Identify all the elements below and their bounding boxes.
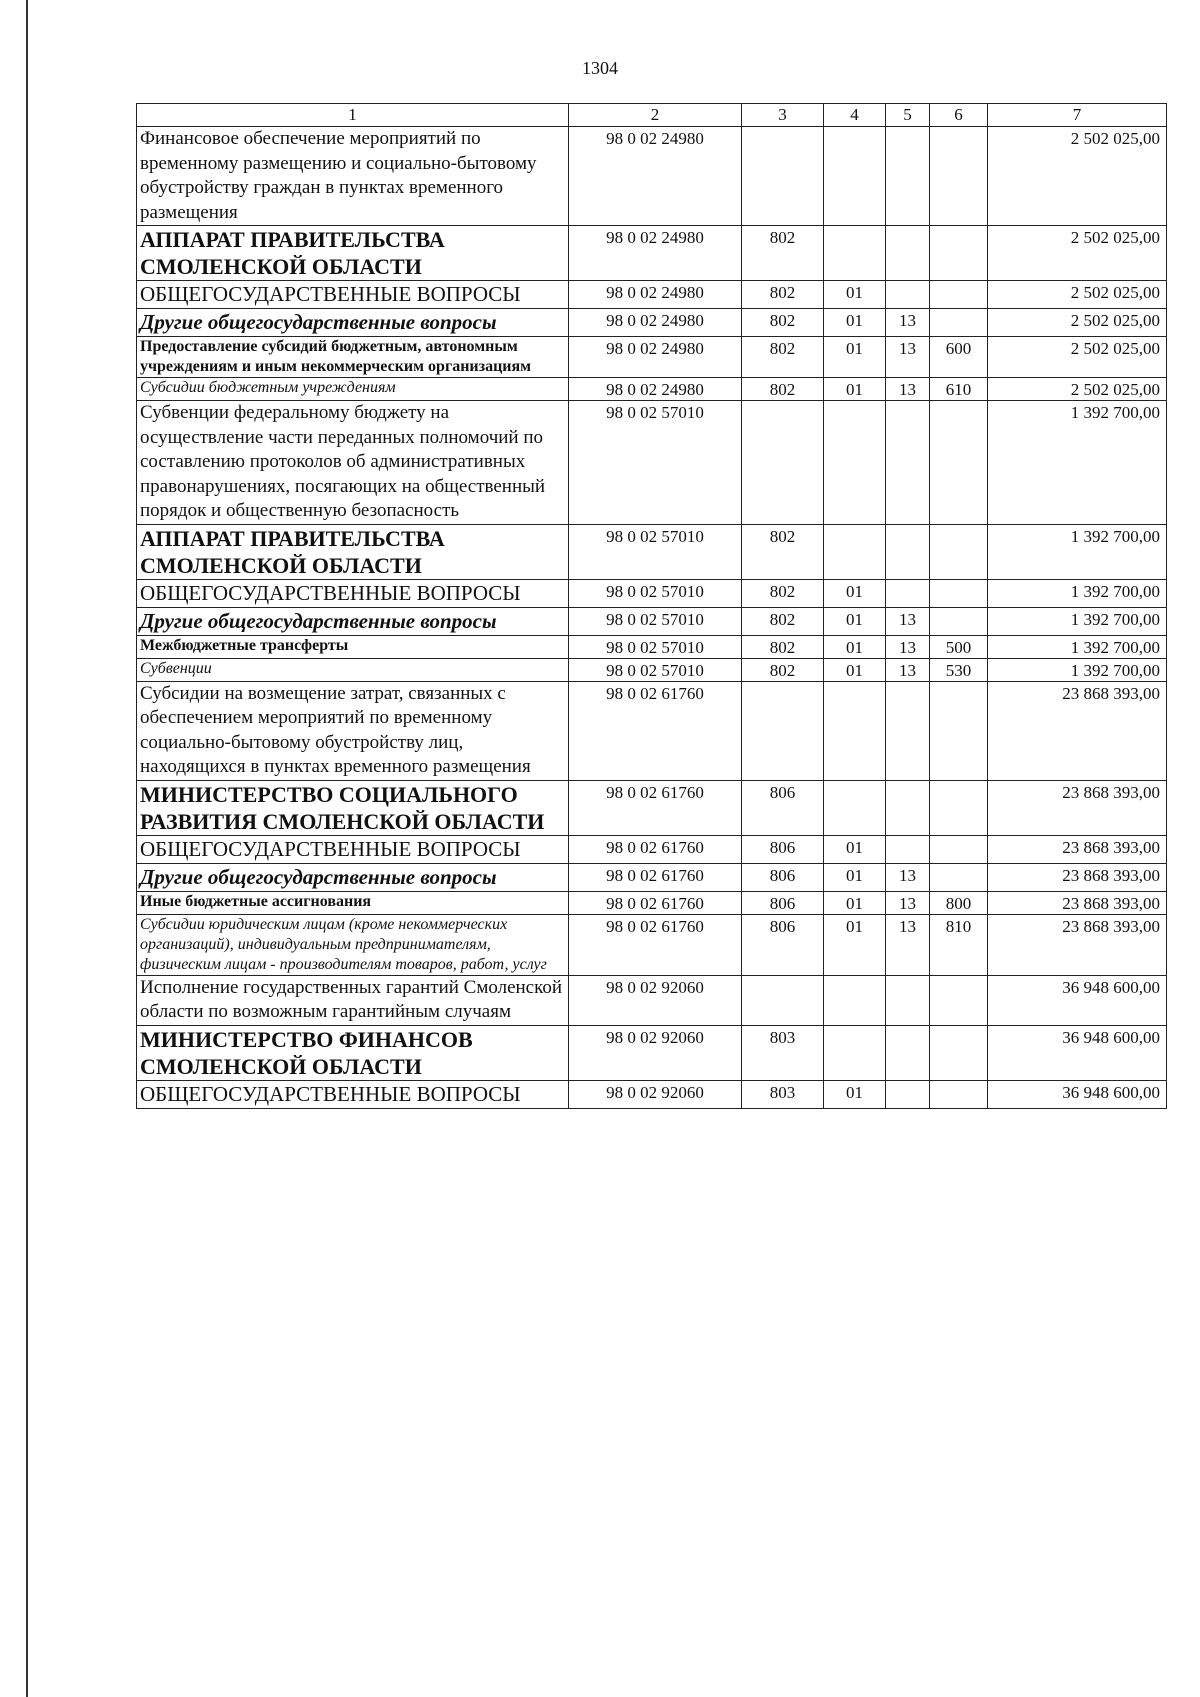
amount: 23 868 393,00 <box>988 914 1167 975</box>
expense-type-code <box>930 524 988 579</box>
header-col-7: 7 <box>988 104 1167 127</box>
subsection-code: 13 <box>886 309 930 337</box>
header-col-2: 2 <box>569 104 742 127</box>
ministry-code <box>742 127 824 226</box>
expense-type-code <box>930 309 988 337</box>
ministry-code: 806 <box>742 891 824 914</box>
table-row <box>137 681 1167 780</box>
subsection-code <box>886 281 930 309</box>
expense-type-code <box>930 780 988 835</box>
amount: 2 502 025,00 <box>988 226 1167 281</box>
target-article-code: 98 0 02 24980 <box>569 226 742 281</box>
row-name: Другие общегосударственные вопросы <box>137 607 569 635</box>
budget-table <box>136 103 1167 1109</box>
expense-type-code <box>930 401 988 525</box>
subsection-code <box>886 681 930 780</box>
subsection-code: 13 <box>886 337 930 378</box>
row-name: Субвенции <box>137 658 569 681</box>
amount: 1 392 700,00 <box>988 635 1167 658</box>
subsection-code <box>886 1080 930 1108</box>
page-number: 1304 <box>582 58 618 78</box>
subsection-code: 13 <box>886 658 930 681</box>
row-name: Финансовое обеспечение мероприятий по временному размещению и социально-бытовому обустройству граждан в пунктах временного размещения <box>137 127 569 226</box>
subsection-code <box>886 975 930 1025</box>
subsection-code <box>886 780 930 835</box>
ministry-code: 802 <box>742 658 824 681</box>
ministry-code: 803 <box>742 1025 824 1080</box>
row-name: Другие общегосударственные вопросы <box>137 863 569 891</box>
ministry-code: 806 <box>742 835 824 863</box>
amount: 36 948 600,00 <box>988 1025 1167 1080</box>
row-name: АППАРАТ ПРАВИТЕЛЬСТВА СМОЛЕНСКОЙ ОБЛАСТИ <box>137 524 569 579</box>
section-code: 01 <box>824 891 886 914</box>
table-row <box>137 401 1167 525</box>
ministry-code: 806 <box>742 780 824 835</box>
section-code: 01 <box>824 579 886 607</box>
expense-type-code <box>930 281 988 309</box>
expense-type-code: 610 <box>930 378 988 401</box>
target-article-code: 98 0 02 24980 <box>569 309 742 337</box>
expense-type-code <box>930 607 988 635</box>
table-row <box>137 127 1167 226</box>
target-article-code: 98 0 02 24980 <box>569 378 742 401</box>
table-row <box>137 914 1167 975</box>
ministry-code: 802 <box>742 281 824 309</box>
expense-type-code: 800 <box>930 891 988 914</box>
target-article-code: 98 0 02 61760 <box>569 891 742 914</box>
expense-type-code <box>930 1080 988 1108</box>
amount: 2 502 025,00 <box>988 337 1167 378</box>
section-code <box>824 401 886 525</box>
row-name: АППАРАТ ПРАВИТЕЛЬСТВА СМОЛЕНСКОЙ ОБЛАСТИ <box>137 226 569 281</box>
header-row <box>137 104 1167 127</box>
subsection-code: 13 <box>886 378 930 401</box>
table-row <box>137 975 1167 1025</box>
target-article-code: 98 0 02 61760 <box>569 780 742 835</box>
amount: 2 502 025,00 <box>988 378 1167 401</box>
section-code: 01 <box>824 337 886 378</box>
expense-type-code <box>930 579 988 607</box>
subsection-code <box>886 401 930 525</box>
row-name: Субсидии бюджетным учреждениям <box>137 378 569 401</box>
row-name: Субсидии юридическим лицам (кроме некоммерческих организаций), индивидуальным предпринимателям, физическим лицам - производителям товаров, работ, услуг <box>137 914 569 975</box>
amount: 23 868 393,00 <box>988 835 1167 863</box>
amount: 23 868 393,00 <box>988 780 1167 835</box>
target-article-code: 98 0 02 57010 <box>569 607 742 635</box>
table-row <box>137 226 1167 281</box>
subsection-code <box>886 524 930 579</box>
row-name: Предоставление субсидий бюджетным, автономным учреждениям и иным некоммерческим организациям <box>137 337 569 378</box>
ministry-code: 803 <box>742 1080 824 1108</box>
section-code: 01 <box>824 281 886 309</box>
table-row <box>137 281 1167 309</box>
section-code: 01 <box>824 863 886 891</box>
section-code: 01 <box>824 607 886 635</box>
subsection-code: 13 <box>886 635 930 658</box>
header-col-4: 4 <box>824 104 886 127</box>
target-article-code: 98 0 02 24980 <box>569 281 742 309</box>
amount: 2 502 025,00 <box>988 127 1167 226</box>
ministry-code: 802 <box>742 579 824 607</box>
expense-type-code: 810 <box>930 914 988 975</box>
target-article-code: 98 0 02 92060 <box>569 1080 742 1108</box>
table-row <box>137 309 1167 337</box>
section-code <box>824 975 886 1025</box>
target-article-code: 98 0 02 57010 <box>569 579 742 607</box>
target-article-code: 98 0 02 61760 <box>569 681 742 780</box>
subsection-code: 13 <box>886 863 930 891</box>
target-article-code: 98 0 02 57010 <box>569 401 742 525</box>
ministry-code: 802 <box>742 337 824 378</box>
section-code <box>824 127 886 226</box>
ministry-code: 802 <box>742 524 824 579</box>
row-name: ОБЩЕГОСУДАРСТВЕННЫЕ ВОПРОСЫ <box>137 835 569 863</box>
ministry-code <box>742 401 824 525</box>
amount: 23 868 393,00 <box>988 863 1167 891</box>
table-row <box>137 378 1167 401</box>
section-code <box>824 681 886 780</box>
expense-type-code <box>930 835 988 863</box>
table-row <box>137 1080 1167 1108</box>
ministry-code <box>742 681 824 780</box>
table-row <box>137 835 1167 863</box>
table-row <box>137 658 1167 681</box>
target-article-code: 98 0 02 61760 <box>569 835 742 863</box>
ministry-code: 802 <box>742 607 824 635</box>
expense-type-code <box>930 226 988 281</box>
subsection-code: 13 <box>886 607 930 635</box>
section-code: 01 <box>824 1080 886 1108</box>
header-col-1: 1 <box>137 104 569 127</box>
ministry-code: 806 <box>742 914 824 975</box>
row-name: ОБЩЕГОСУДАРСТВЕННЫЕ ВОПРОСЫ <box>137 579 569 607</box>
target-article-code: 98 0 02 61760 <box>569 863 742 891</box>
amount: 1 392 700,00 <box>988 607 1167 635</box>
expense-type-code <box>930 681 988 780</box>
section-code: 01 <box>824 835 886 863</box>
table-row <box>137 635 1167 658</box>
target-article-code: 98 0 02 57010 <box>569 658 742 681</box>
amount: 2 502 025,00 <box>988 281 1167 309</box>
row-name: Субсидии на возмещение затрат, связанных с обеспечением мероприятий по временному социально-бытовому обустройству лиц, находящихся в пунктах временного размещения <box>137 681 569 780</box>
subsection-code <box>886 1025 930 1080</box>
row-name: Исполнение государственных гарантий Смоленской области по возможным гарантийным случаям <box>137 975 569 1025</box>
amount: 1 392 700,00 <box>988 658 1167 681</box>
section-code: 01 <box>824 658 886 681</box>
header-col-3: 3 <box>742 104 824 127</box>
subsection-code <box>886 835 930 863</box>
target-article-code: 98 0 02 92060 <box>569 975 742 1025</box>
amount: 2 502 025,00 <box>988 309 1167 337</box>
row-name: Субвенции федеральному бюджету на осуществление части переданных полномочий по составлению протоколов об административных правонарушениях, посягающих на общественный порядок и общественную безопасность <box>137 401 569 525</box>
target-article-code: 98 0 02 92060 <box>569 1025 742 1080</box>
subsection-code <box>886 579 930 607</box>
ministry-code: 802 <box>742 309 824 337</box>
header-col-5: 5 <box>886 104 930 127</box>
target-article-code: 98 0 02 57010 <box>569 635 742 658</box>
table-row <box>137 607 1167 635</box>
row-name: ОБЩЕГОСУДАРСТВЕННЫЕ ВОПРОСЫ <box>137 281 569 309</box>
table-header <box>137 104 1167 127</box>
section-code: 01 <box>824 635 886 658</box>
section-code <box>824 524 886 579</box>
amount: 1 392 700,00 <box>988 524 1167 579</box>
row-name: МИНИСТЕРСТВО СОЦИАЛЬНОГО РАЗВИТИЯ СМОЛЕНСКОЙ ОБЛАСТИ <box>137 780 569 835</box>
subsection-code <box>886 226 930 281</box>
row-name: Межбюджетные трансферты <box>137 635 569 658</box>
ministry-code <box>742 975 824 1025</box>
subsection-code: 13 <box>886 914 930 975</box>
header-col-6: 6 <box>930 104 988 127</box>
table-row <box>137 337 1167 378</box>
subsection-code <box>886 127 930 226</box>
expense-type-code: 600 <box>930 337 988 378</box>
amount: 36 948 600,00 <box>988 975 1167 1025</box>
ministry-code: 802 <box>742 226 824 281</box>
subsection-code: 13 <box>886 891 930 914</box>
table-row <box>137 780 1167 835</box>
section-code <box>824 780 886 835</box>
expense-type-code <box>930 127 988 226</box>
target-article-code: 98 0 02 57010 <box>569 524 742 579</box>
section-code <box>824 226 886 281</box>
target-article-code: 98 0 02 24980 <box>569 127 742 226</box>
scan-edge-line <box>26 0 28 1697</box>
section-code: 01 <box>824 914 886 975</box>
target-article-code: 98 0 02 24980 <box>569 337 742 378</box>
amount: 36 948 600,00 <box>988 1080 1167 1108</box>
row-name: Другие общегосударственные вопросы <box>137 309 569 337</box>
ministry-code: 802 <box>742 635 824 658</box>
table-row <box>137 579 1167 607</box>
section-code: 01 <box>824 309 886 337</box>
table-row <box>137 863 1167 891</box>
amount: 1 392 700,00 <box>988 579 1167 607</box>
amount: 23 868 393,00 <box>988 681 1167 780</box>
row-name: ОБЩЕГОСУДАРСТВЕННЫЕ ВОПРОСЫ <box>137 1080 569 1108</box>
table-row <box>137 891 1167 914</box>
table-body <box>137 127 1167 1109</box>
expense-type-code <box>930 863 988 891</box>
row-name: Иные бюджетные ассигнования <box>137 891 569 914</box>
target-article-code: 98 0 02 61760 <box>569 914 742 975</box>
expense-type-code: 530 <box>930 658 988 681</box>
section-code <box>824 1025 886 1080</box>
expense-type-code <box>930 975 988 1025</box>
ministry-code: 802 <box>742 378 824 401</box>
amount: 1 392 700,00 <box>988 401 1167 525</box>
ministry-code: 806 <box>742 863 824 891</box>
expense-type-code <box>930 1025 988 1080</box>
table-row <box>137 524 1167 579</box>
section-code: 01 <box>824 378 886 401</box>
row-name: МИНИСТЕРСТВО ФИНАНСОВ СМОЛЕНСКОЙ ОБЛАСТИ <box>137 1025 569 1080</box>
amount: 23 868 393,00 <box>988 891 1167 914</box>
expense-type-code: 500 <box>930 635 988 658</box>
table-row <box>137 1025 1167 1080</box>
